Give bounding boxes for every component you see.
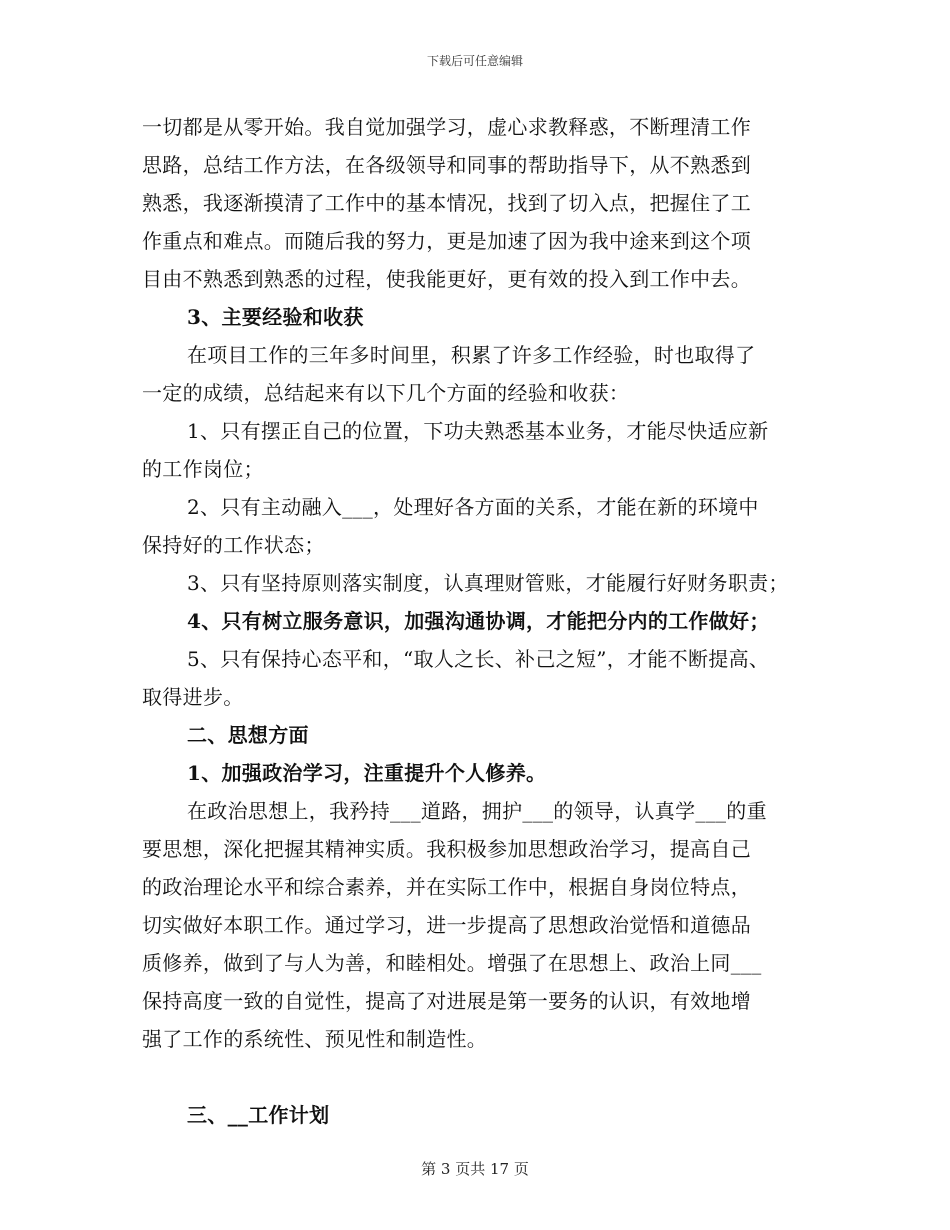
paragraph-line: 切实做好本职工作。通过学习，进一步提高了思想政治觉悟和道德品 bbox=[142, 913, 751, 937]
paragraph-line: 作重点和难点。而随后我的努力，更是加速了因为我中途来到这个项 bbox=[142, 229, 751, 253]
list-item: 2、只有主动融入___，处理好各方面的关系，才能在新的环境中 bbox=[187, 495, 759, 519]
paragraph-line: 的工作岗位； bbox=[142, 457, 264, 481]
list-item: 1、只有摆正自己的位置，下功夫熟悉基本业务，才能尽快适应新 bbox=[187, 419, 769, 443]
page-header-note: 下载后可任意编辑 bbox=[426, 54, 523, 68]
section-heading: 二、思想方面 bbox=[187, 723, 309, 747]
paragraph-line: 在政治思想上，我矜持___道路，拥护___的领导，认真学___的重 bbox=[187, 799, 767, 823]
list-item: 5、只有保持心态平和，“取人之长、补己之短”，才能不断提高、 bbox=[187, 647, 770, 671]
list-item-emphasis: 4、只有树立服务意识，加强沟通协调，才能把分内的工作做好； bbox=[187, 609, 770, 633]
paragraph-line: 取得进步。 bbox=[142, 685, 244, 709]
page-number: 第 3 页共 17 页 bbox=[421, 1160, 529, 1178]
blank-line bbox=[142, 1058, 832, 1096]
paragraph-line: 保持好的工作状态； bbox=[142, 533, 325, 557]
paragraph-line: 的政治理论水平和综合素养，并在实际工作中，根据自身岗位特点， bbox=[142, 875, 751, 899]
paragraph-line: 思路，总结工作方法，在各级领导和同事的帮助指导下，从不熟悉到 bbox=[142, 153, 751, 177]
paragraph-line: 要思想，深化把握其精神实质。我积极参加思想政治学习，提高自己 bbox=[142, 837, 751, 861]
section-heading: 三、__工作计划 bbox=[187, 1103, 330, 1127]
paragraph-line: 目由不熟悉到熟悉的过程，使我能更好，更有效的投入到工作中去。 bbox=[142, 267, 751, 291]
paragraph-line: 熟悉，我逐渐摸清了工作中的基本情况，找到了切入点，把握住了工 bbox=[142, 191, 751, 215]
list-item: 3、只有坚持原则落实制度，认真理财管账，才能履行好财务职责； bbox=[187, 571, 789, 595]
subsection-heading: 1、加强政治学习，注重提升个人修养。 bbox=[187, 761, 547, 785]
paragraph-line: 一切都是从零开始。我自觉加强学习，虚心求教释惑，不断理清工作 bbox=[142, 115, 751, 139]
paragraph-line: 强了工作的系统性、预见性和制造性。 bbox=[142, 1027, 488, 1051]
document-body bbox=[142, 108, 832, 1134]
paragraph-line: 质修养，做到了与人为善，和睦相处。增强了在思想上、政治上同___ bbox=[142, 951, 762, 975]
paragraph-line: 保持高度一致的自觉性，提高了对进展是第一要务的认识，有效地增 bbox=[142, 989, 751, 1013]
section-heading: 3、主要经验和收获 bbox=[187, 305, 364, 329]
paragraph-line: 在项目工作的三年多时间里，积累了许多工作经验，时也取得了 bbox=[187, 343, 756, 367]
paragraph-line: 一定的成绩，总结起来有以下几个方面的经验和收获： bbox=[142, 381, 630, 405]
